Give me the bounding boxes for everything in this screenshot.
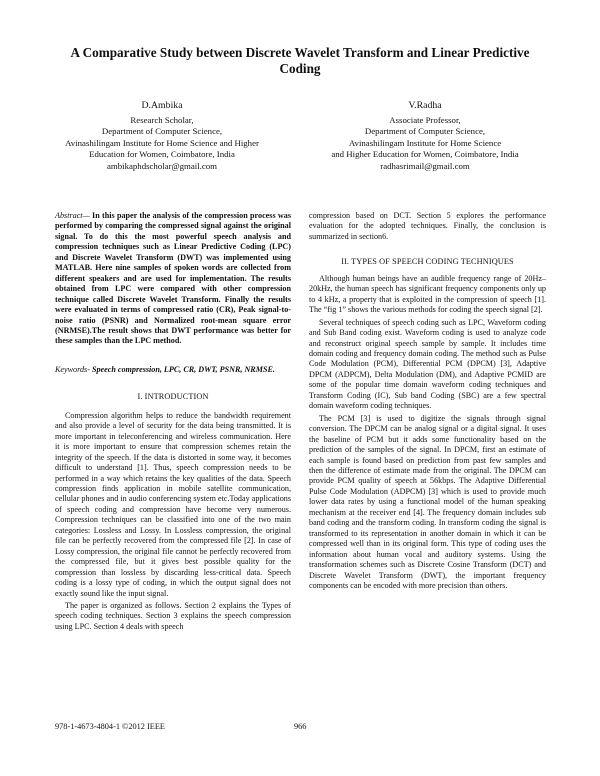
author-email: radhasrimail@gmail.com: [380, 160, 470, 171]
abstract: [55, 211, 291, 347]
author-position: Research Scholar,: [130, 114, 194, 125]
abstract-label: Abstract—: [55, 211, 90, 220]
author-block: [307, 100, 543, 172]
abstract-text: In this paper the analysis of the compression process was performed by comparing the compressed signal against the original signal. To do this the most powerful speech analysis and compression techniques such as Linear Predictive Coding (LPC) and Discrete Wavelet Transform (DWT) was implemented using MATLAB. Here nine samples of spoken words are collected from different speakers and are used for implementation. The results obtained from LPC were compared with other compression technique called Discrete Wavelet Transform. Finally the results were evaluated in terms of compressed ratio (CR), Peak signal-to-noise ratio (PSNR) and Normalized root-mean square error (NRMSE).The result shows that DWT performance was better for these samples than the LPC method.: [55, 211, 291, 346]
paragraph: The PCM [3] is used to digitize the signals through signal conversion. The DPCM can be analog signal or a digital signal. It uses the baseline of PCM but it adds some functionality based on the prediction of the samples of the signal. In DPCM, first an estimate of each sample is found based on prediction from past few samples and then the difference of estimate made from the original. The DPCM can provide PCM quality of speech at 56kbps. The Adaptive Differential Pulse Code Modulation (ADPCM) [3] which is used to provide much lower data rates by using a functional model of the human speaking mechanism at the receiver end [4]. The frequency domain includes sub band coding and the transform coding. In transform coding the signal is transformed to its representation in another domain in which it can be compressed well than in its original form. This type of coding uses the information about human vocal and auditory systems. Using the transformation schemes such as Discrete Cosine Transform (DCT) and Discrete Wavelet Transform (DWT), the important frequency components can be encoded with more precision than others.: [309, 413, 546, 590]
author-location: Education for Women, Coimbatore, India: [89, 149, 235, 159]
paragraph-continued: compression based on DCT. Section 5 explores the performance evaluation for the adopted techniques. Finally, the conclusion is summarized in section6.: [309, 211, 546, 241]
author-department: Department of Computer Science,: [364, 126, 486, 136]
paragraph: The paper is organized as follows. Section 2 explains the Types of speech coding techniques. Section 3 explains the speech compression using LPC. Section 4 deals with speech: [55, 600, 291, 631]
author-department: Department of Computer Science,: [101, 126, 223, 136]
paragraph: Several techniques of speech coding such as LPC, Waveform coding and Sub Band coding exist. Waveform coding is used to analyze code and reconstruct original speech sample by sample. It includes time domain coding and frequency domain coding. The method such as Pulse Code Modulation (PCM), Differential PCM (DPCM) [3], Adaptive DPCM (ADPCM), Delta Modulation (DM), and Adaptive PCMID are some of the popular time domain waveform coding techniques and Transform Coding (IC), Sub band Coding (SBC) are a few spectral domain waveform coding techniques.: [309, 317, 546, 411]
keywords: [55, 365, 291, 375]
author-name: V.Radha: [408, 100, 442, 111]
page-number: 966: [294, 722, 307, 731]
section-heading-types: II. TYPES OF SPEECH CODING TECHNIQUES: [341, 257, 514, 267]
author-institution: Avinashilingam Institute for Home Science: [348, 137, 502, 148]
author-email: ambikaphdscholar@gmail.com: [107, 160, 217, 171]
right-column: [309, 211, 546, 591]
paragraph: Although human beings have an audible frequency range of 20Hz–20kHz, the human speech has significant frequency components only up to 4 kHz, a property that is exploited in the compression of speech [1]. The “fig 1” shows the various methods for coding the speech signal [2].: [309, 273, 546, 315]
paragraph: Compression algorithm helps to reduce the bandwidth requirement and also provide a level of security for the data being transmitted. It is more important in teleconferencing and wireless communication. Here it is more important to ensure that compression schemes retain the integrity of the speech. If the data is distorted in some way, it becomes difficult to understand [1]. Thus, speech compression needs to be performed in a way which retains the key qualities of the data. Speech compression finds application in mobile satellite communication, cellular phones and in audio conferencing system etc.Today applications of speech coding and compression have become very numerous. Compression techniques can be classified into one of the two main categories: Lossless and Lossy. In Lossless compression, the original file can be perfectly recovered from the compressed file [2]. In case of Lossy compression, the original file cannot be perfectly recovered from the compressed file, but it gives best possible quality for the compression than lossless by discarding less-critical data. Speech coding is a lossy type of coding, in which the output signal does not exactly sound like the input signal.: [55, 410, 291, 598]
section-heading-introduction: I. INTRODUCTION: [137, 392, 209, 402]
author-location: and Higher Education for Women, Coimbatore, India: [331, 149, 519, 159]
keywords-text: Speech compression, LPC, CR, DWT, PSNR, NRMSE.: [89, 364, 275, 374]
author-position: Associate Professor,: [389, 114, 461, 125]
author-block: [52, 100, 272, 172]
copyright-footer: 978-1-4673-4804-1 ©2012 IEEE: [55, 722, 165, 731]
keywords-label: Keywords-: [55, 364, 90, 374]
left-column: [55, 211, 291, 632]
paper-title: A Comparative Study between Discrete Wavelet Transform and Linear Predictive Coding: [70, 45, 530, 76]
author-institution: Avinashilingam Institute for Home Science and Higher: [65, 137, 259, 148]
author-name: D.Ambika: [141, 100, 183, 111]
